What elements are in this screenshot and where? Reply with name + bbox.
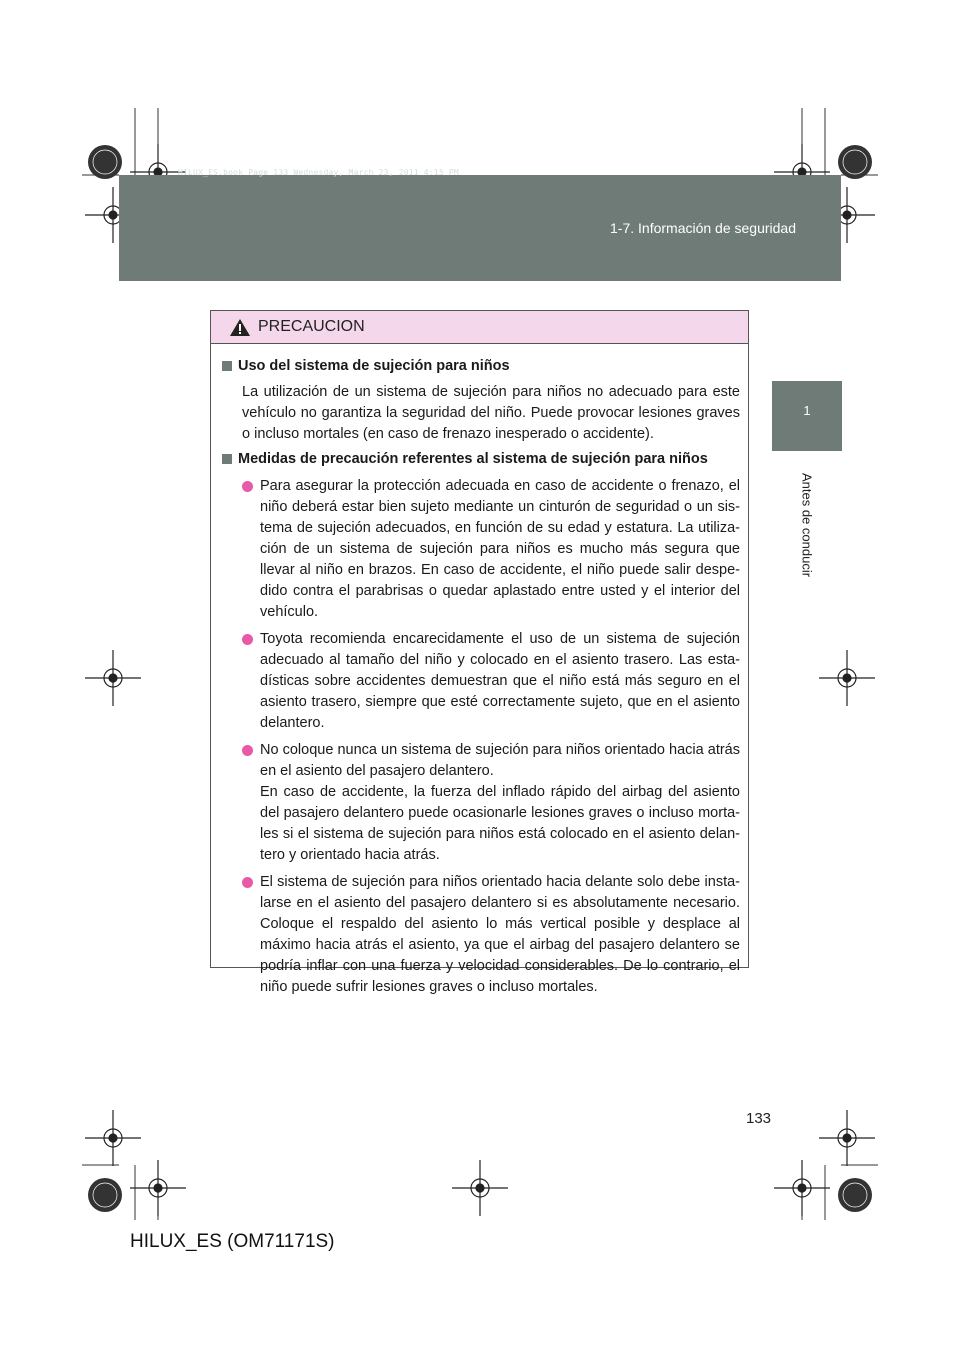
crosshair-mark (819, 1110, 875, 1166)
square-bullet-icon (222, 454, 232, 464)
square-bullet-icon (222, 361, 232, 371)
bullet-dot-icon (242, 634, 253, 645)
section-heading-text: Medidas de precaución referentes al sistema de sujeción para niños (238, 451, 708, 467)
section-paragraph: La utilización de un sistema de sujeción para niños no adecuado para este vehículo no garantiza la seguridad del niño. Puede provocar lesiones graves o incluso mortales (en caso de frenazo inesperado o accidente). (242, 384, 740, 442)
manual-code: HILUX_ES (OM71171S) (130, 1231, 335, 1252)
chapter-tab (772, 381, 842, 451)
bullet-text: Toyota recomienda encarecidamente el uso de un sistema de sujeción adecuado al tamaño del niño y colocado en el asiento trasero. Las esta-dísticas sobre accidentes demuestran que el niño está más seguro en el asiento trasero, siempre que esté correctamente sujeto, que en el asiento delantero. (260, 631, 740, 731)
bullet-text: No coloque nunca un sistema de sujeción para niños orientado hacia atrás en el asiento del pasajero delantero. (260, 742, 740, 779)
crosshair-mark (452, 1160, 508, 1216)
bullet-dot-icon (242, 877, 253, 888)
warning-triangle-icon (229, 318, 251, 337)
section-heading (222, 356, 740, 377)
bullet-text: El sistema de sujeción para niños orientado hacia delante solo debe insta-larse en el asiento del pasajero delantero si es absolutamente necesario. Coloque el respaldo del asiento lo más vertical posible y desplace al máximo hacia atrás el asiento, ya que el airbag del pasajero delantero se podría inflar con una fuerza y velocidad considerables. De lo contrario, el niño puede sufrir lesiones graves o incluso mortales. (260, 874, 740, 995)
bullet-dot-icon (242, 745, 253, 756)
bullet-text: Para asegurar la protección adecuada en caso de accidente o frenazo, el niño deberá estar bien sujeto mediante un cinturón de seguridad o un sis-tema de sujeción adecuados, en función de su edad y estatura. La utiliza-ción de un sistema de sujeción para niños es mucho más segura que llevar al niño en brazos. En caso de accidente, el niño puede salir despe-dido contra el parabrisas o quedar aplastado entre usted y el interior del vehículo. (260, 478, 740, 620)
bullet-dot-icon (242, 481, 253, 492)
bullet-item (242, 629, 740, 734)
bullet-item (242, 740, 740, 866)
bullet-item (242, 476, 740, 623)
section-heading (222, 449, 740, 470)
bullet-item (242, 872, 740, 998)
chapter-name: Antes de conducir (799, 472, 815, 578)
page-number: 133 (746, 1110, 772, 1127)
section-heading-text: Uso del sistema de sujeción para niños (238, 358, 510, 374)
bullet-text-continued: En caso de accidente, la fuerza del inflado rápido del airbag del asiento del pasajero delantero puede ocasionarle lesiones graves o incluso morta-les si el sistema de sujeción para niños está colocado en el asiento delan-tero y orientado hacia atrás. (260, 784, 740, 863)
crosshair-mark (130, 1160, 186, 1216)
chapter-number: 1 (803, 403, 811, 418)
warning-body (211, 344, 748, 998)
section-title: 1-7. Información de seguridad (610, 220, 796, 236)
crosshair-mark (774, 1160, 830, 1216)
crosshair-mark (819, 650, 875, 706)
warning-header (211, 311, 748, 344)
crosshair-mark (85, 1110, 141, 1166)
warning-box (210, 310, 749, 995)
print-stamp: HILUX_ES.book Page 133 Wednesday, March 23, 2011 4:15 PM (178, 168, 459, 177)
warning-title: PRECAUCION (258, 318, 365, 335)
crosshair-mark (85, 650, 141, 706)
